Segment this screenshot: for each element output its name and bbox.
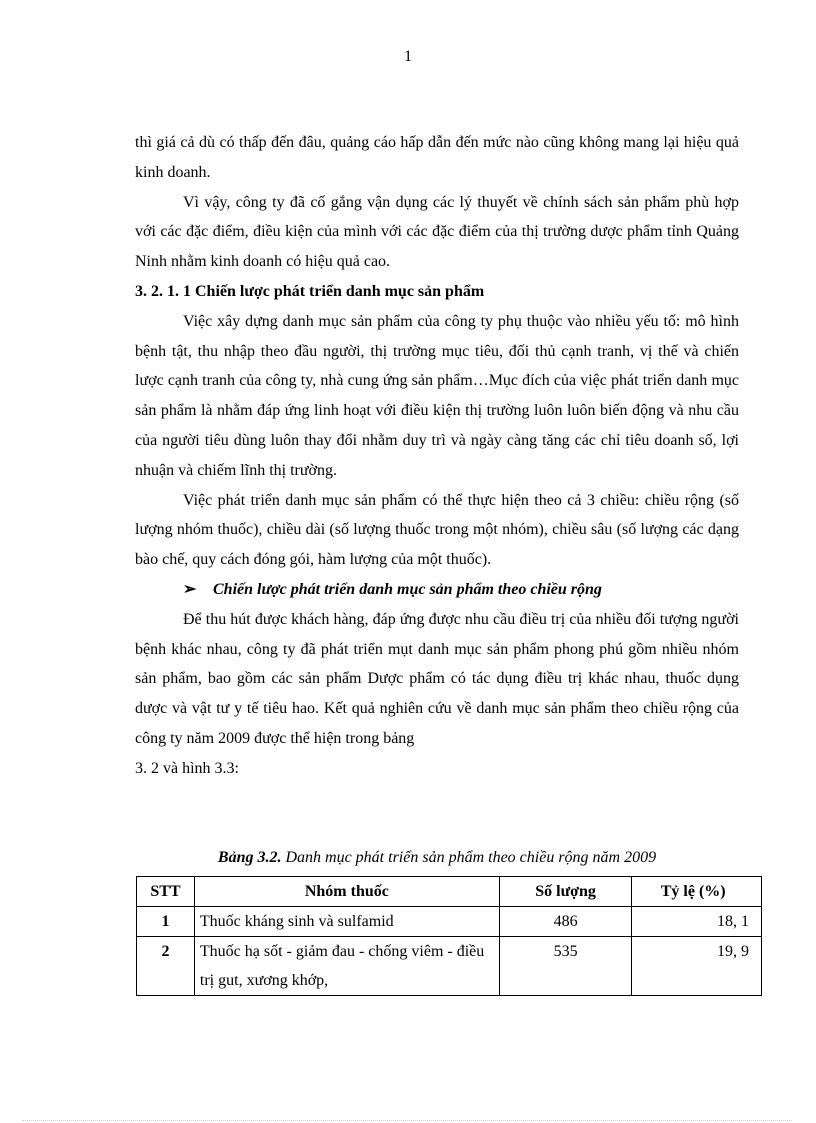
page-number: 1: [404, 48, 412, 65]
table-row: [137, 907, 762, 937]
table-row: [137, 937, 762, 996]
paragraph-3: Việc xây dựng danh mục sản phẩm của công ty phụ thuộc vào nhiều yếu tố: mô hình bệnh tật, thu nhập theo đầu người, thị trường mục tiêu, đối thủ cạnh tranh, vị thế và chiến lược cạnh tranh của công ty, nhà cung ứng sản phẩm…Mục đích của việc phát triển danh mục sản phẩm là nhằm đáp ứng linh hoạt với điều kiện thị trường luôn luôn biến động và nhu cầu của người tiêu dùng luôn thay đổi nhằm duy trì và ngày càng tăng các chỉ tiêu doanh số, lợi nhuận và chiếm lĩnh thị trường.: [135, 312, 739, 479]
cell-group: Thuốc hạ sốt - giảm đau - chống viêm - điều trị gut, xương khớp,: [194, 937, 499, 996]
cell-stt: 1: [137, 907, 195, 937]
page-bottom-divider: [22, 1120, 792, 1121]
paragraph-2: Vì vậy, công ty đã cố gắng vận dụng các lý thuyết về chính sách sản phẩm phù hợp với các đặc điểm, điều kiện của mình với các đặc điểm của thị trường dược phẩm tỉnh Quảng Ninh nhằm kinh doanh có hiệu quả cao.: [135, 193, 739, 271]
header-pct: Tỷ lệ (%): [632, 877, 762, 907]
header-count: Số lượng: [499, 877, 632, 907]
header-group: Nhóm thuốc: [194, 877, 499, 907]
table-header-row: [137, 877, 762, 907]
cell-count: 486: [499, 907, 632, 937]
paragraph-4: Việc phát triển danh mục sản phẩm có thể thực hiện theo cả 3 chiều: chiều rộng (số lượng nhóm thuốc), chiều dài (số lượng thuốc trong một nhóm), chiều sâu (số lượng các dạng bào chế, quy cách đóng gói, hàm lượng của một thuốc).: [135, 491, 739, 569]
table-caption-text: Danh mục phát triển sản phẩm theo chiều rộng năm 2009: [285, 849, 657, 866]
document-body: [135, 128, 739, 784]
data-table: [136, 876, 762, 996]
section-heading: 3. 2. 1. 1 Chiến lược phát triển danh mục sản phẩm: [135, 282, 485, 300]
cell-group: Thuốc kháng sinh và sulfamid: [194, 907, 499, 937]
paragraph-5: Để thu hút được khách hàng, đáp ứng được nhu cầu điều trị của nhiều đối tượng người bệnh khác nhau, công ty đã phát triển mụt danh mục sản phẩm phong phú gồm nhiều nhóm sản phẩm, bao gồm các sản phẩm Dược phẩm có tác dụng điều trị khác nhau, thuốc dụng dược và vật tư y tế tiêu hao. Kết quả nghiên cứu về danh mục sản phẩm theo chiều rộng của công ty năm 2009 được thể hiện trong bảng: [135, 610, 739, 747]
paragraph-6: 3. 2 và hình 3.3:: [135, 759, 239, 777]
arrow-bullet-icon: ➢: [183, 580, 197, 598]
cell-count: 535: [499, 937, 632, 996]
cell-pct: 19, 9: [632, 937, 762, 996]
table-caption: [135, 849, 739, 867]
header-stt: STT: [137, 877, 195, 907]
table-caption-label: Bảng 3.2.: [217, 849, 282, 866]
cell-stt: 2: [137, 937, 195, 996]
bullet-heading-text: Chiến lược phát triển danh mục sản phẩm theo chiều rộng: [213, 580, 602, 598]
paragraph-1: thì giá cả dù có thấp đến đâu, quảng cáo hấp dẫn đến mức nào cũng không mang lại hiệu quả kinh doanh.: [135, 134, 739, 181]
cell-pct: 18, 1: [632, 907, 762, 937]
bullet-heading: [135, 575, 739, 605]
